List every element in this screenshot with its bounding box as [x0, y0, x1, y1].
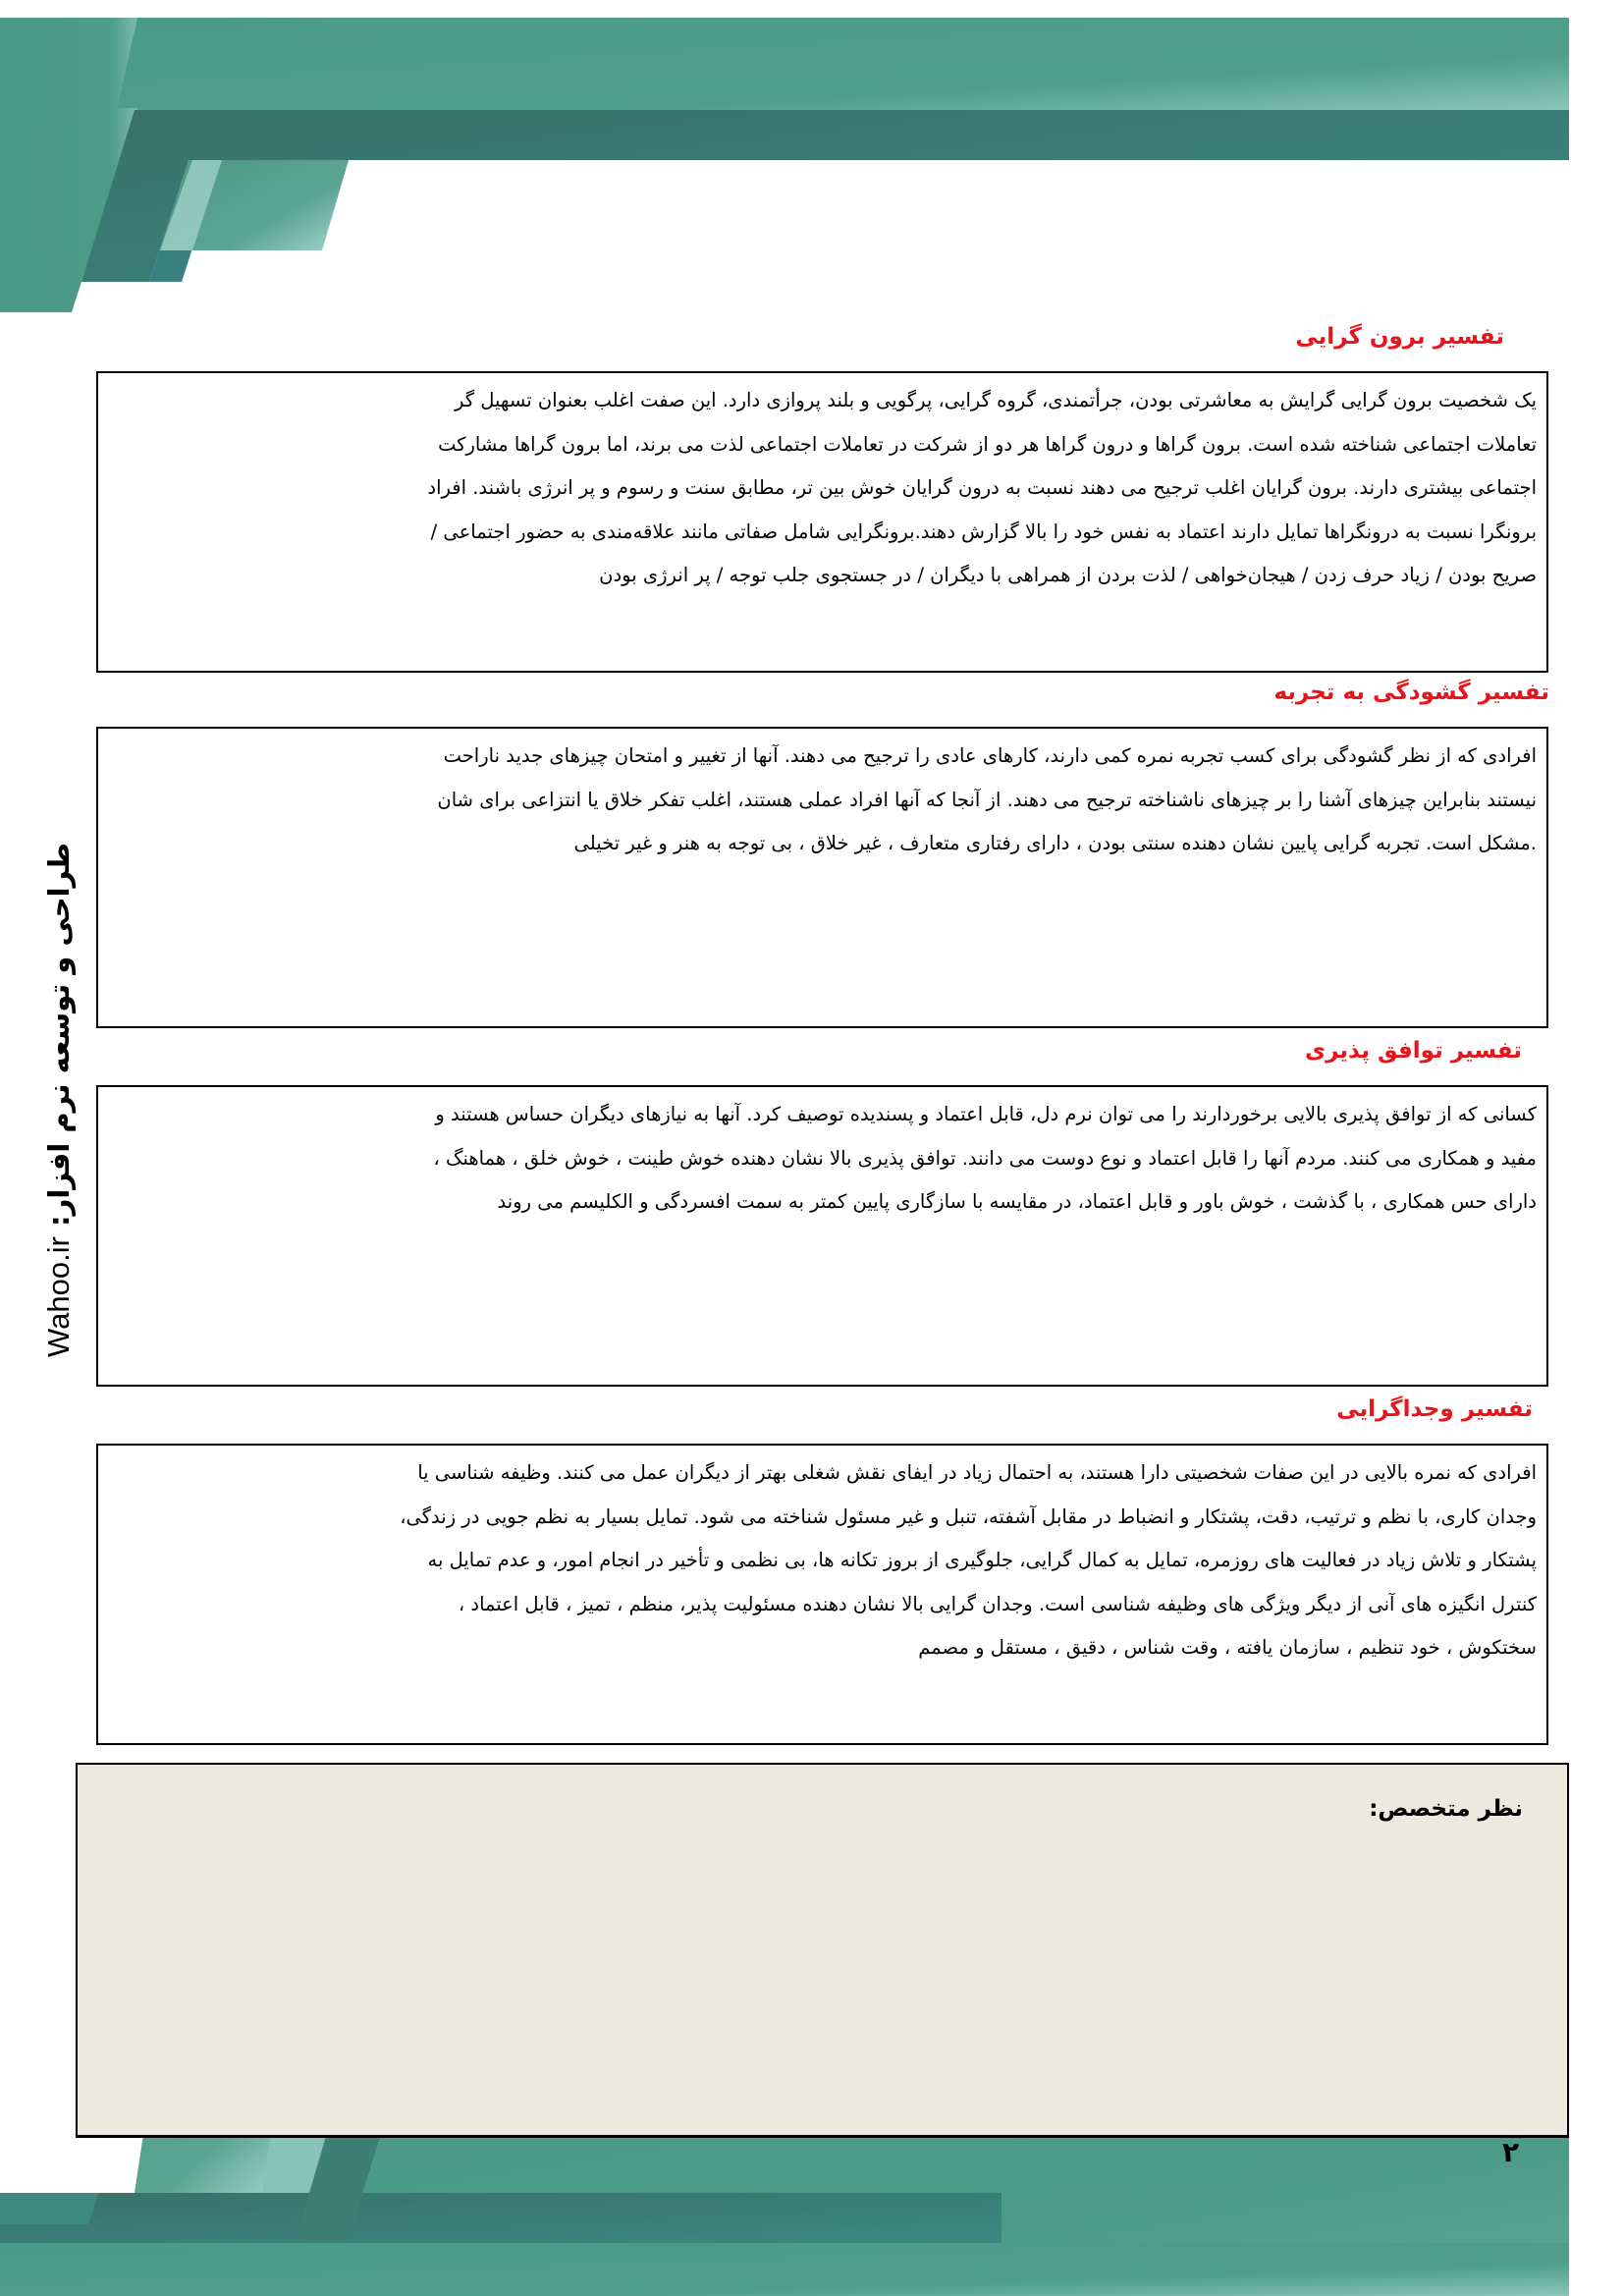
- section-box-agreeableness: [96, 1085, 1548, 1387]
- section-title-openness: تفسیر گشودگی به تجربه: [1273, 680, 1549, 705]
- expert-opinion-label: نظر متخصص:: [1369, 1796, 1523, 1822]
- side-credit-site: Wahoo.ir: [41, 1236, 76, 1357]
- text-line: افرادی که نمره بالایی در این صفات شخصیتی دارا هستند، به احتمال زیاد در ایفای نقش شغلی بهتر از دیگران عمل می کنند. وظیفه شناسی یا: [417, 1461, 1537, 1484]
- text-line: افرادی که از نظر گشودگی برای کسب تجربه نمره کمی دارند، کارهای عادی را ترجیح می دهند. آنها از تغییر و امتحان چیزهای جدید ناراحت: [443, 744, 1537, 767]
- text-line: کسانی که از توافق پذیری بالایی برخوردارند را می توان نرم دل، قابل اعتماد و پسندیده توصیف کرد. آنها به نیازهای دیگران حساس هستند و: [435, 1103, 1537, 1125]
- section-box-extraversion: [96, 371, 1548, 673]
- text-line: دارای حس همکاری ، با گذشت ، خوش باور و قابل اعتماد، در مقایسه با سازگاری پایین کمتر به سمت افسردگی و الکلیسم می روند: [497, 1190, 1537, 1213]
- text-line: نیستند بنابراین چیزهای آشنا را بر چیزهای ناشناخته ترجیح می دهند. از آنجا که آنها افراد عملی هستند، اغلب تفکر خلاق یا انتزاعی برای شان: [437, 788, 1537, 811]
- section-title-conscientiousness: تفسیر وجداگرایی: [1336, 1396, 1533, 1422]
- section-title-extraversion: تفسیر برون گرایی: [1295, 324, 1504, 350]
- section-box-conscientiousness: [96, 1444, 1548, 1745]
- section-box-openness: [96, 727, 1548, 1028]
- text-line: برونگرا نسبت به درونگراها تمایل دارند اعتماد به نفس خود را بالا گزارش دهند.برونگرایی شامل صفاتی مانند علاقه‌مندی به حضور اجتماعی /: [430, 519, 1537, 543]
- text-line: سختکوش ، خود تنظیم ، سازمان یافته ، وقت شناس ، دقیق ، مستقل و مصمم: [918, 1636, 1537, 1659]
- side-credit-text: طراحی و توسعه نرم افزار:: [42, 843, 76, 1227]
- page-number: ۲: [1502, 2136, 1520, 2168]
- text-line: تعاملات اجتماعی شناخته شده است. برون گراها و درون گراها هر دو از شرکت در تعاملات اجتماعی لذت می برند، اما برون گراها مشارکت: [438, 432, 1537, 456]
- side-credit: [39, 825, 79, 1375]
- text-line: کنترل انگیزه های آنی از دیگر ویژگی های وظیفه شناسی است. وجدان گرایی بالا نشان دهنده مسئولیت پذیر، منظم ، تمیز ، قابل اعتماد ،: [458, 1592, 1537, 1615]
- text-line: مفید و همکاری می کنند. مردم آنها را قابل اعتماد و نوع دوست می دانند. توافق پذیری بالا نشان دهنده خوش طینت ، خوش خلق ، هماهنگ ،: [433, 1146, 1537, 1170]
- text-line: .مشکل است. تجربه گرایی پایین نشان دهنده سنتی بودن ، دارای رفتاری متعارف ، غیر خلاق ، بی توجه به هنر و غیر تخیلی: [573, 832, 1537, 854]
- text-line: وجدان کاری، با نظم و ترتیب، دقت، پشتکار و انضباط در مقابل آشفته، تنبل و غیر مسئول شناخته می شود. تمایل بسیار به نظم جویی در زندگی،: [400, 1504, 1537, 1528]
- text-line: یک شخصیت برون گرایی گرایش به معاشرتی بودن، جرأتمندی، گروه گرایی، پرگویی و بلند پروازی دارد. این صفت اغلب بعنوان تسهیل گر: [455, 389, 1537, 411]
- text-line: اجتماعی بیشتری دارند. برون گرایان اغلب ترجیح می دهند نسبت به درون گرایان خوش بین تر، مطابق سنت و رسوم و پر انرژی باشند. افراد: [427, 476, 1537, 499]
- header-band: [0, 18, 1569, 312]
- expert-opinion-box[interactable]: [76, 1763, 1569, 2138]
- text-line: پشتکار و تلاش زیاد در فعالیت های روزمره، تمایل به کمال گرایی، جلوگیری از بروز تکانه ها، بی نظمی و تأخیر در انجام امور، و عدم تمایل به: [427, 1549, 1537, 1571]
- text-line: صریح بودن / زیاد حرف زدن / هیجان‌خواهی / لذت بردن از همراهی با دیگران / در جستجوی جلب توجه / پر انرژی بودن: [599, 564, 1537, 586]
- section-title-agreeableness: تفسیر توافق پذیری: [1305, 1038, 1522, 1064]
